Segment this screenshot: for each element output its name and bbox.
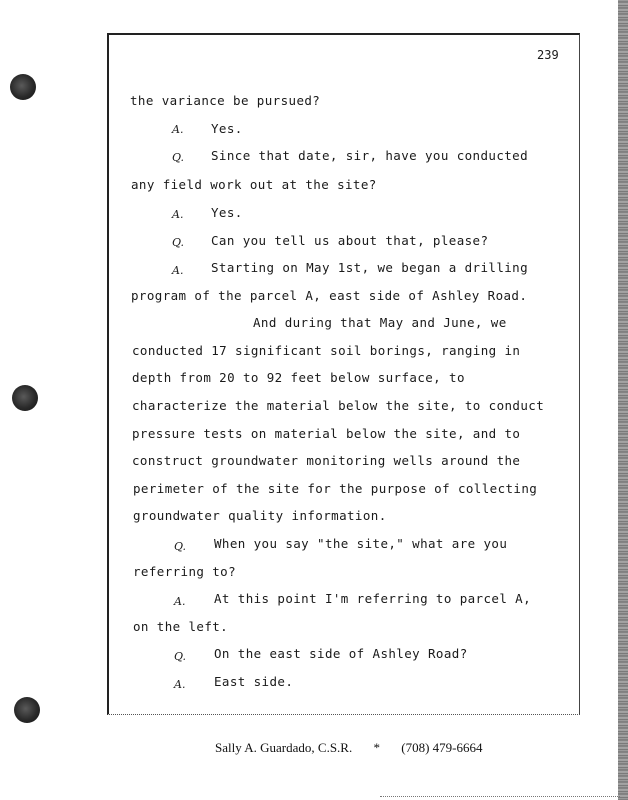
footer-separator: * <box>373 740 380 755</box>
speaker-marker: Q. <box>174 650 186 663</box>
transcript-line: Can you tell us about that, please? <box>211 233 489 248</box>
transcript-line: program of the parcel A, east side of Ashley Road. <box>131 288 528 303</box>
transcript-line: Yes. <box>211 205 243 220</box>
transcript-line: At this point I'm referring to parcel A, <box>214 591 532 606</box>
transcript-line: East side. <box>214 674 294 689</box>
transcript-line: Since that date, sir, have you conducted <box>211 148 529 163</box>
speaker-marker: Q. <box>172 236 184 249</box>
transcript-line: pressure tests on material below the site, and to <box>132 426 521 441</box>
transcript-line: conducted 17 significant soil borings, ranging in <box>132 343 521 358</box>
reporter-footer <box>215 740 482 756</box>
reporter-phone: (708) 479-6664 <box>401 740 483 755</box>
speaker-marker: A. <box>174 678 186 691</box>
transcript-line: depth from 20 to 92 feet below surface, to <box>132 370 465 385</box>
transcript-line: the variance be pursued? <box>130 93 321 108</box>
transcript-line: characterize the material below the site, to conduct <box>132 398 545 413</box>
page-number: 239 <box>537 48 559 62</box>
transcript-line: referring to? <box>133 564 237 579</box>
transcript-line: perimeter of the site for the purpose of collecting <box>133 481 538 496</box>
transcript-line: When you say "the site," what are you <box>214 536 508 551</box>
binder-hole-top <box>10 74 36 100</box>
transcript-line: any field work out at the site? <box>131 177 377 192</box>
transcript-line: groundwater quality information. <box>133 508 387 523</box>
speaker-marker: Q. <box>174 540 186 553</box>
speaker-marker: A. <box>172 123 184 136</box>
transcript-line: on the left. <box>133 619 229 634</box>
transcript-line: On the east side of Ashley Road? <box>214 646 468 661</box>
transcript-line: Yes. <box>211 121 243 136</box>
speaker-marker: A. <box>174 595 186 608</box>
speaker-marker: A. <box>172 264 184 277</box>
binder-hole-bottom <box>14 697 40 723</box>
scan-bottom-artifact <box>380 796 620 797</box>
binder-hole-middle <box>12 385 38 411</box>
transcript-line: Starting on May 1st, we began a drilling <box>211 260 529 275</box>
transcript-line: And during that May and June, we <box>253 315 507 330</box>
speaker-marker: A. <box>172 208 184 221</box>
scan-edge-artifact <box>618 0 628 800</box>
speaker-marker: Q. <box>172 151 184 164</box>
transcript-line: construct groundwater monitoring wells around the <box>132 453 521 468</box>
reporter-name: Sally A. Guardado, C.S.R. <box>215 740 353 755</box>
